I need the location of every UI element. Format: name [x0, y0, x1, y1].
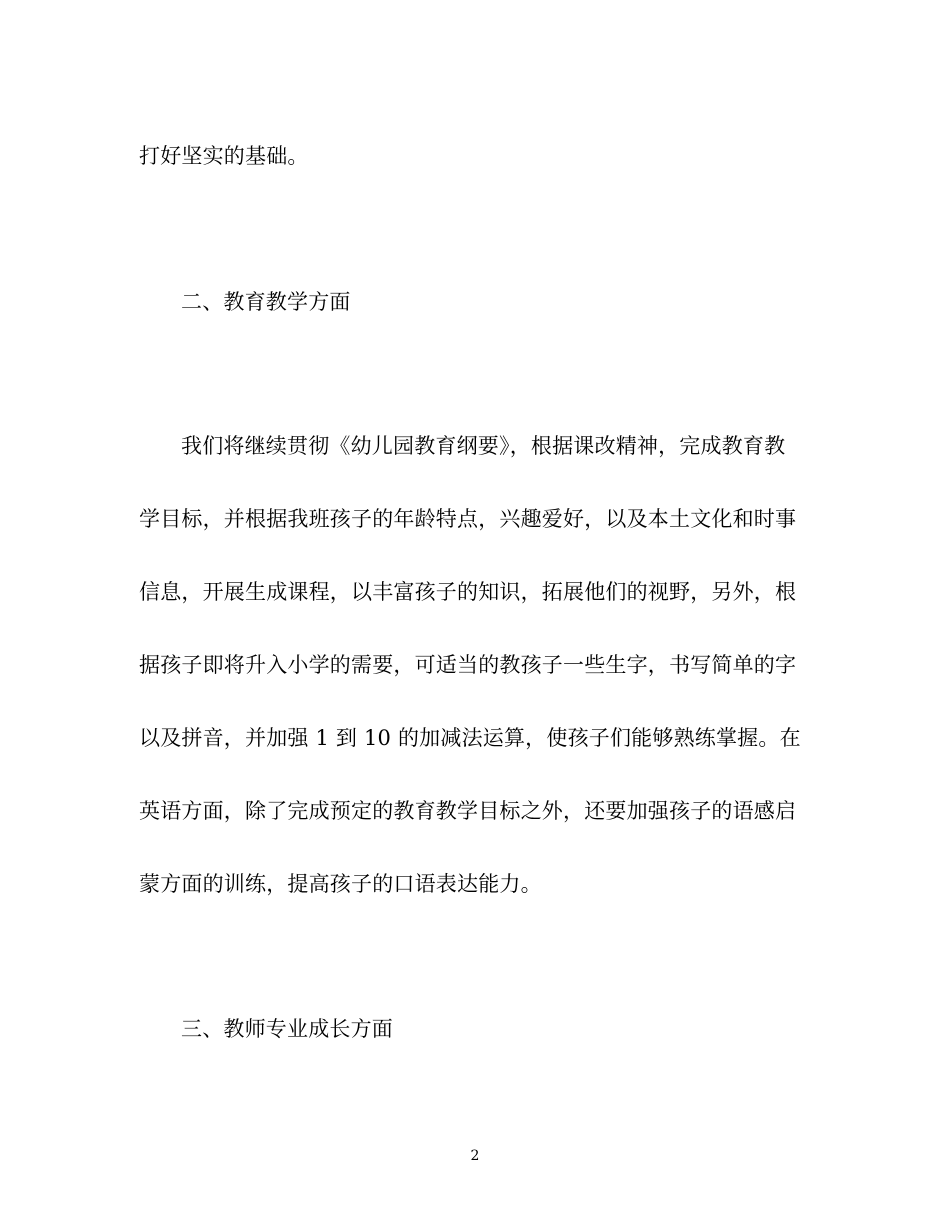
paragraph-line: 学目标，并根据我班孩子的年龄特点，兴趣爱好，以及本土文化和时事 [139, 507, 797, 531]
paragraph-line: 我们将继续贯彻《幼儿园教育纲要》，根据课改精神，完成教育教 [181, 434, 786, 458]
paragraph-line: 英语方面，除了完成预定的教育教学目标之外，还要加强孩子的语感启 [139, 799, 797, 823]
paragraph-line: 以及拼音，并加强 1 到 10 的加减法运算，使孩子们能够熟练掌握。在 [139, 726, 801, 750]
section-heading: 三、教师专业成长方面 [181, 1017, 393, 1041]
page-number: 2 [470, 1148, 480, 1164]
paragraph-line: 打好坚实的基础。 [139, 144, 309, 168]
paragraph-line: 信息，开展生成课程，以丰富孩子的知识，拓展他们的视野，另外，根 [139, 580, 797, 604]
paragraph-line: 蒙方面的训练，提高孩子的口语表达能力。 [139, 872, 542, 896]
section-heading: 二、教育教学方面 [181, 290, 351, 314]
paragraph-line: 据孩子即将升入小学的需要，可适当的教孩子一些生字，书写简单的字 [139, 653, 797, 677]
